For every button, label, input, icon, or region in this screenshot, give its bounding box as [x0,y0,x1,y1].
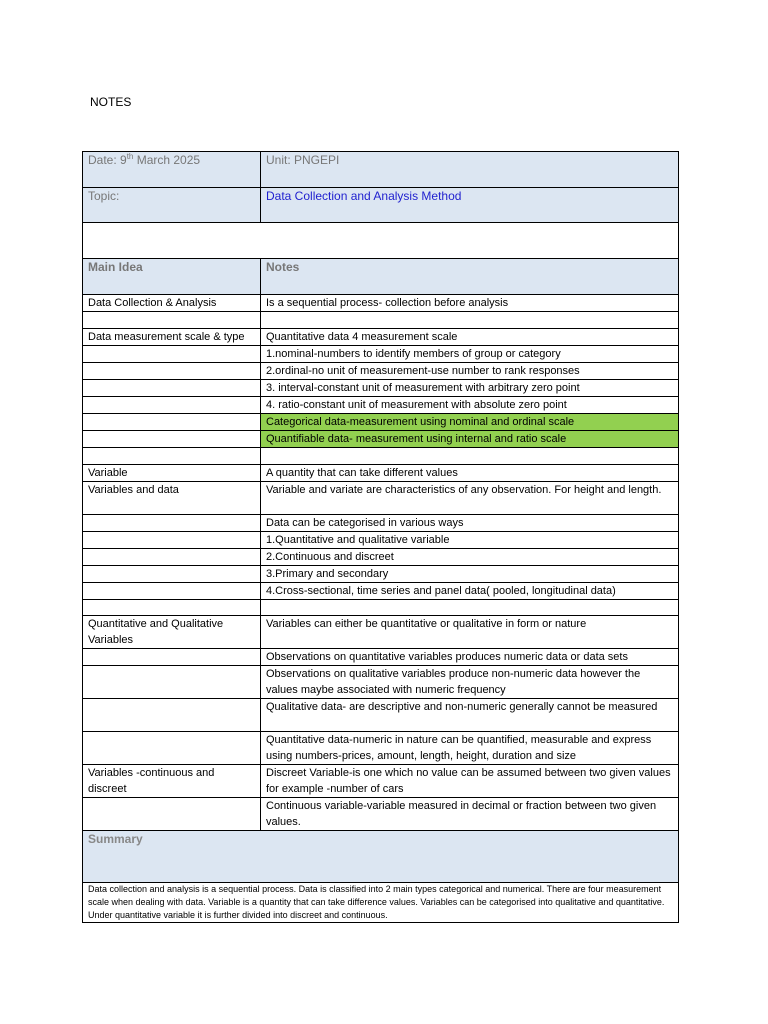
note-cell: A quantity that can take different values [261,465,679,482]
unit-cell: Unit: PNGEPI [261,152,679,188]
main-idea-header: Main Idea [83,259,261,295]
table-row [83,431,679,448]
table-row [83,549,679,566]
note-cell: 4.Cross-sectional, time series and panel data( pooled, longitudinal data) [261,583,679,600]
note-cell: Quantitative data-numeric in nature can be quantified, measurable and express using numbers-prices, amount, length, height, duration and size [261,732,679,765]
table-row [83,380,679,397]
note-cell: Qualitative data- are descriptive and non-numeric generally cannot be measured [261,699,679,732]
note-cell: Quantitative data 4 measurement scale [261,329,679,346]
note-cell [261,448,679,465]
main-idea-cell [83,414,261,431]
table-row [83,699,679,732]
date-cell: Date: 9th March 2025 [83,152,261,188]
main-idea-cell [83,583,261,600]
main-idea-cell [83,699,261,732]
table-row [83,600,679,616]
table-row [83,765,679,798]
main-idea-cell: Variables and data [83,482,261,515]
main-idea-cell: Quantitative and Qualitative Variables [83,616,261,649]
note-cell: Continuous variable-variable measured in decimal or fraction between two given values. [261,798,679,831]
note-cell [261,600,679,616]
table-row [83,616,679,649]
column-header-row [83,259,679,295]
note-cell: Discreet Variable-is one which no value can be assumed between two given values for example -number of cars [261,765,679,798]
summary-title-row [83,831,679,883]
summary-text: Data collection and analysis is a sequential process. Data is classified into 2 main types categorical and numerical. There are four measurement scale when dealing with data. Variable is a quantity that can take difference values. Variables can be categorised into qualitative and quantitative. Under quantitative variable it is further divided into discreet and continuous. [83,883,679,923]
main-idea-cell [83,532,261,549]
main-idea-cell [83,431,261,448]
note-cell [261,312,679,329]
note-cell: Data can be categorised in various ways [261,515,679,532]
note-cell: 4. ratio-constant unit of measurement with absolute zero point [261,397,679,414]
note-cell: Categorical data-measurement using nominal and ordinal scale [261,414,679,431]
table-row [83,346,679,363]
summary-body-row [83,883,679,923]
note-cell: 1.Quantitative and qualitative variable [261,532,679,549]
page-heading: NOTES [90,95,132,109]
main-idea-cell [83,515,261,532]
table-row [83,482,679,515]
table-row [83,312,679,329]
table-row [83,515,679,532]
note-cell: Quantifiable data- measurement using internal and ratio scale [261,431,679,448]
note-cell: 2.ordinal-no unit of measurement-use number to rank responses [261,363,679,380]
note-cell: 1.nominal-numbers to identify members of group or category [261,346,679,363]
spacer-row [83,223,679,259]
summary-title: Summary [83,831,679,883]
main-idea-cell: Variable [83,465,261,482]
main-idea-cell [83,600,261,616]
main-idea-cell: Data Collection & Analysis [83,295,261,312]
main-idea-cell [83,346,261,363]
date-unit-row [83,152,679,188]
note-cell: 2.Continuous and discreet [261,549,679,566]
table-row [83,666,679,699]
note-cell: Variables can either be quantitative or qualitative in form or nature [261,616,679,649]
main-idea-cell [83,363,261,380]
table-row [83,798,679,831]
main-idea-cell [83,312,261,329]
table-row [83,363,679,380]
topic-label: Topic: [83,188,261,223]
topic-row [83,188,679,223]
table-row [83,397,679,414]
main-idea-cell [83,732,261,765]
main-idea-cell [83,566,261,583]
main-idea-cell [83,397,261,414]
main-idea-cell [83,666,261,699]
table-row [83,732,679,765]
table-row [83,414,679,431]
table-row [83,329,679,346]
note-cell: Is a sequential process- collection before analysis [261,295,679,312]
notes-table [82,151,679,923]
main-idea-cell [83,649,261,666]
note-cell: Observations on quantitative variables produces numeric data or data sets [261,649,679,666]
main-idea-cell [83,448,261,465]
table-row [83,448,679,465]
table-row [83,465,679,482]
table-row [83,295,679,312]
main-idea-cell: Data measurement scale & type [83,329,261,346]
table-row [83,532,679,549]
notes-header: Notes [261,259,679,295]
table-row [83,566,679,583]
table-row [83,583,679,600]
note-cell: Observations on qualitative variables produce non-numeric data however the values maybe associated with numeric frequency [261,666,679,699]
note-cell: 3.Primary and secondary [261,566,679,583]
main-idea-cell [83,380,261,397]
topic-value: Data Collection and Analysis Method [261,188,679,223]
note-cell: Variable and variate are characteristics of any observation. For height and length. [261,482,679,515]
main-idea-cell [83,798,261,831]
main-idea-cell: Variables -continuous and discreet [83,765,261,798]
main-idea-cell [83,549,261,566]
note-cell: 3. interval-constant unit of measurement with arbitrary zero point [261,380,679,397]
table-row [83,649,679,666]
